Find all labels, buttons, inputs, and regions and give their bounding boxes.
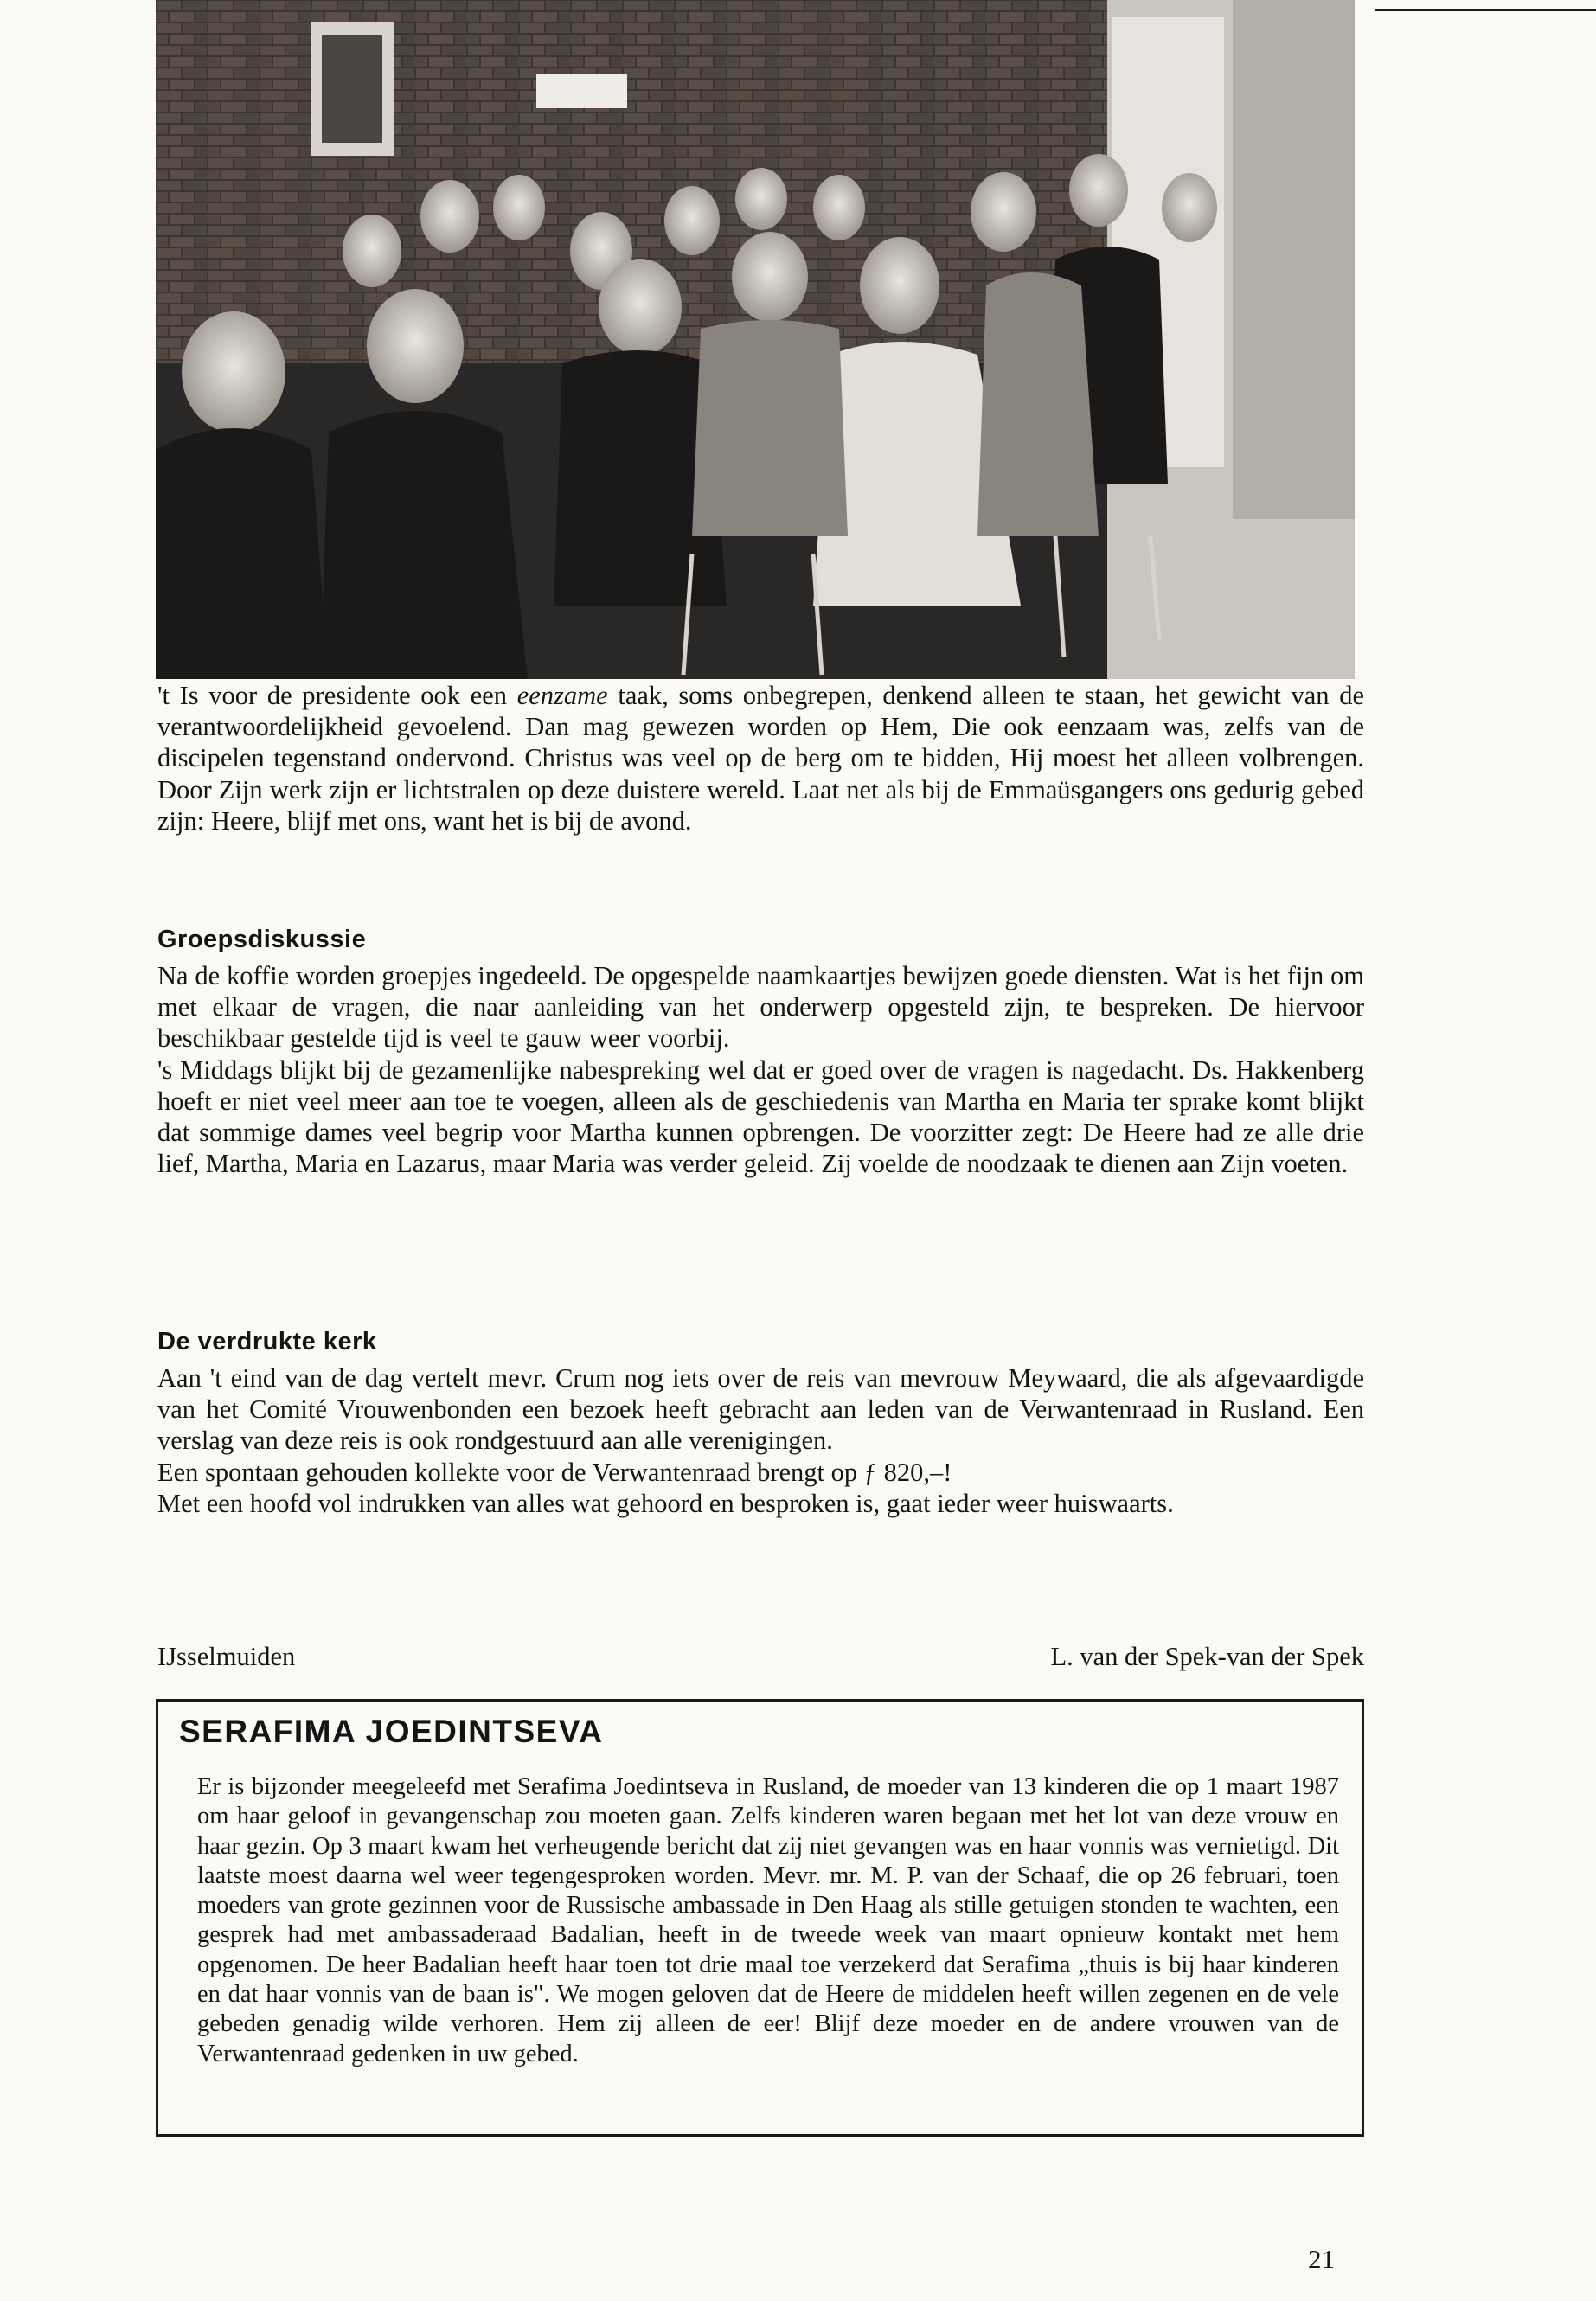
box-text: Er is bijzonder meegeleefd met Serafima Joedintseva in Rusland, de moeder van 13 kinderen die op 1 maart 1987 om haar geloof in gevangenschap zou moeten gaan. Zelfs kinderen waren begaan met het lot van deze vrouw en haar gezin. Op 3 maart kwam het verheugende bericht dat zij niet gevangen was en haar vonnis was vernietigd. Dit laatste moest daarna wel weer tegengesproken worden. Mevr. mr. M. P. van der Schaaf, die op 26 februari, toen moeders van grote gezinnen voor de Russische ambassade in Den Haag als stille getuigen stonden te wachten, een gesprek had met ambassaderaad Badalian, heeft in de tweede week van maart opnieuw kontakt met hem opgenomen. De heer Badalian heeft haar toen tot drie maal toe verzekerd dat Serafima „thuis is bij haar kinderen en dat haar vonnis van de baan is". We mogen geloven dat de Heere de middelen heeft willen zegenen en de vele gebeden genadig wilde verhoren. Hem zij alleen de eer! Blijf deze moeder en de andere vrouwen van de Verwantenraad gedenken in uw gebed. [197, 1773, 1339, 2067]
heading-groepsdiskussie: Groepsdiskussie [157, 926, 367, 953]
groepsdiskussie-paragraph-1: Na de koffie worden groepjes ingedeeld. De opgespelde naamkaartjes bewijzen goede diensten. Wat is het fijn om met elkaar de vragen, die naar aanleiding van het onderwerp opgesteld zijn, te bespreken. De hiervoor beschikbaar gestelde tijd is veel te gauw weer voorbij. [157, 961, 1364, 1054]
section-verdrukte-kerk [157, 1362, 1364, 1519]
signature-place: IJsselmuiden [157, 1642, 296, 1671]
serafima-box [156, 1699, 1364, 2137]
intro-text-b: taak, soms onbegrepen, denkend alleen te staan, het gewicht van de verantwoordelijkheid gevoelend. Dan mag gewezen worden op Hem, Die ook eenzaam was, zelfs van de discipelen tegenstand ondervond. Christus was veel op de berg om te bidden, Hij moest het alleen volbrengen. Door Zijn werk zijn er lichtstralen op deze duistere wereld. Laat net als bij de Emmaüsgangers ons gedurig gebed zijn: Heere, blijf met ons, want het is bij de avond. [157, 681, 1364, 836]
intro-paragraph [157, 680, 1364, 836]
verdrukte-kerk-paragraph-2: Een spontaan gehouden kollekte voor de Verwantenraad brengt op ƒ 820,–! [157, 1457, 952, 1487]
page-number: 21 [1308, 2244, 1335, 2274]
section-groepsdiskussie [157, 960, 1364, 1179]
verdrukte-kerk-paragraph-3: Met een hoofd vol indrukken van alles wat gehoord en besproken is, gaat ieder weer huiswaarts. [157, 1488, 1174, 1518]
intro-text-a: 't Is voor de presidente ook een [157, 681, 517, 710]
signature-name: L. van der Spek-van der Spek [1050, 1642, 1364, 1671]
groepsdiskussie-paragraph-2: 's Middags blijkt bij de gezamenlijke nabespreking wel dat er goed over de vragen is nagedacht. Ds. Hakkenberg hoeft er niet veel meer aan toe te voegen, alleen als de geschiedenis van Martha en Maria ter sprake komt blijkt dat sommige dames veel begrip voor Martha kunnen opbrengen. De voorzitter zegt: De Heere had ze alle drie lief, Martha, Maria en Lazarus, maar Maria was verder geleid. Zij voelde de noodzaak te dienen aan Zijn voeten. [157, 1054, 1364, 1179]
group-photo [156, 0, 1355, 679]
heading-verdrukte-kerk: De verdrukte kerk [157, 1328, 377, 1356]
group-photo-illustration [156, 0, 1355, 679]
verdrukte-kerk-paragraph-1: Aan 't eind van de dag vertelt mevr. Crum nog iets over de reis van mevrouw Meywaard, die als afgevaardigde van het Comité Vrouwenbonden een bezoek heeft gebracht aan leden van de Verwantenraad in Rusland. Een verslag van deze reis is ook rondgestuurd aan alle verenigingen. [157, 1363, 1364, 1456]
top-rule [1375, 9, 1596, 11]
box-title: SERAFIMA JOEDINTSEVA [179, 1714, 604, 1749]
intro-emphasis: eenzame [516, 681, 608, 710]
